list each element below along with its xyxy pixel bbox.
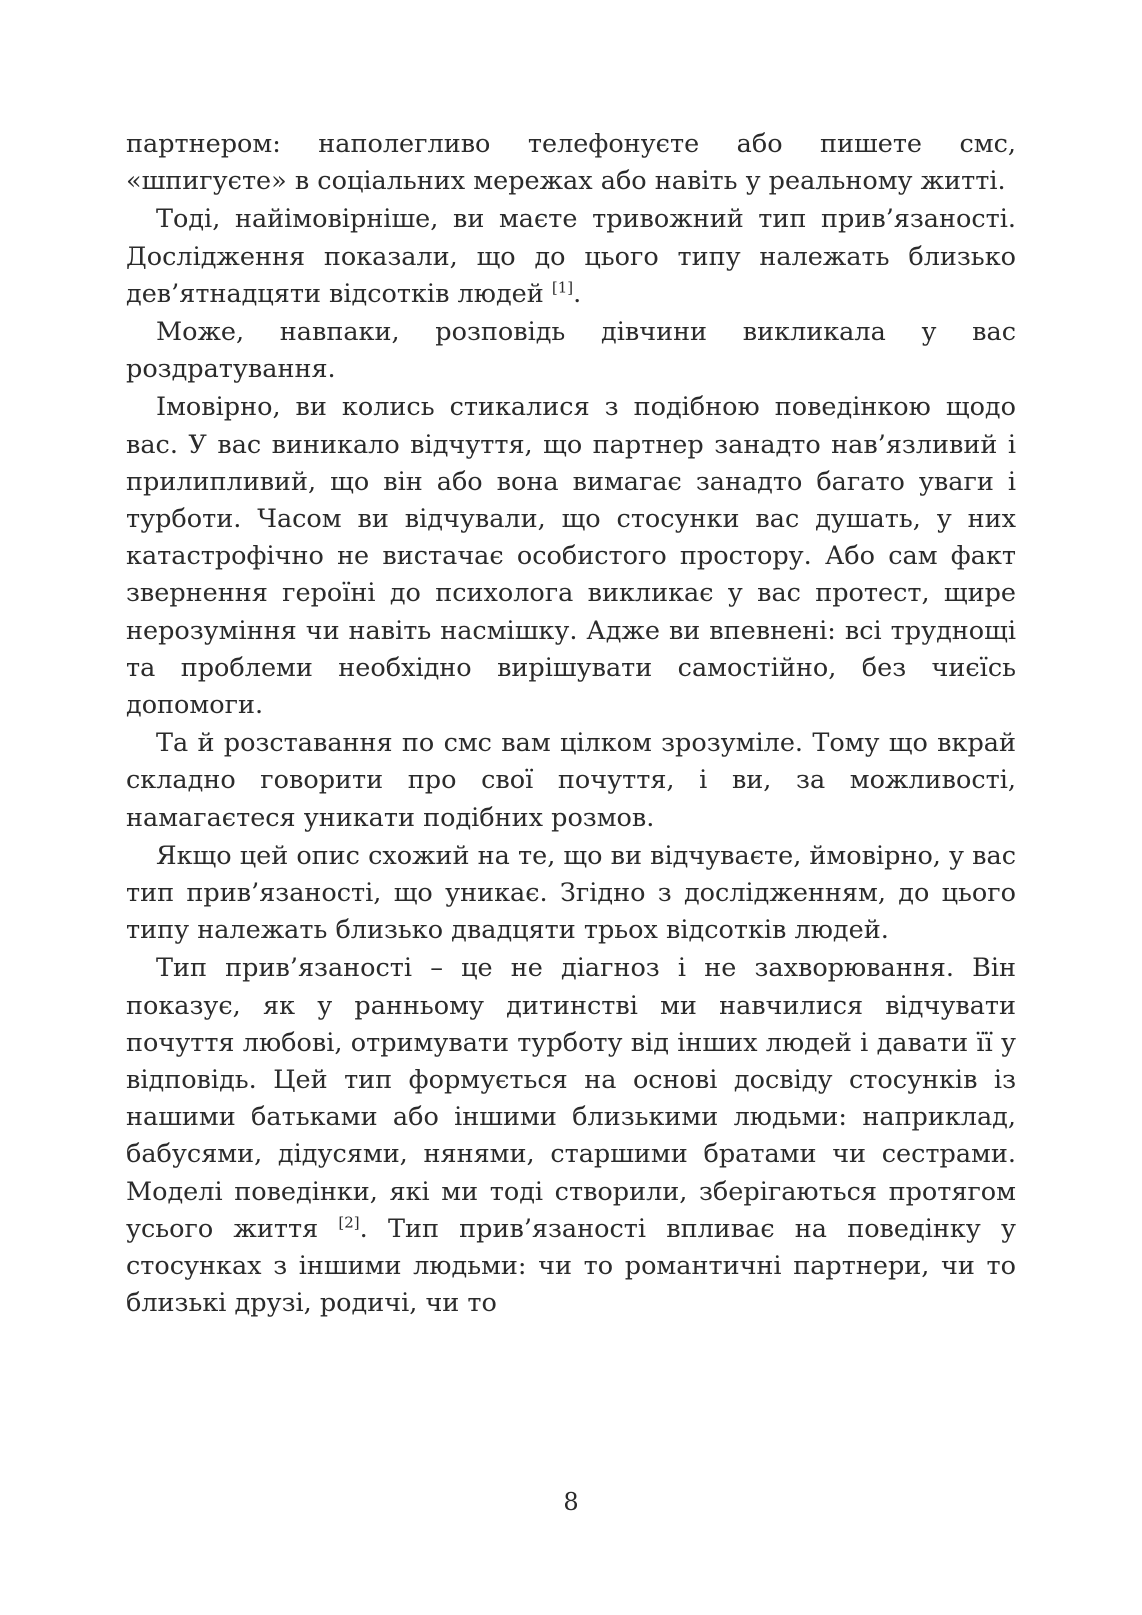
paragraph: Тоді, найімовірніше, ви маєте тривожний тип прив’язаності. Дослідження показали, що до цього типу належать близько дев’ятнадцяти відсотків людей [1].	[126, 204, 1016, 309]
paragraph: Імовірно, ви колись стикалися з подібною поведінкою щодо вас. У вас виникало відчуття, що партнер занадто нав’язливий і прилипливий, що він або вона вимагає занадто багато уваги і турботи. Часом ви відчували, що стосунки вас душать, у них катастрофічно не вистачає особистого простору. Або сам факт звернення героїні до психолога викликає у вас протест, щире нерозуміння чи навіть насмішку. Адже ви впевнені: всі труднощі та проблеми необхідно вирішувати самостійно, без чиєїсь допомоги.	[126, 392, 1016, 721]
paragraph: партнером: наполегливо телефонуєте або пишете смс, «шпигуєте» в соціальних мережах або навіть у реальному житті.	[126, 129, 1016, 197]
footnote-reference: [1]	[551, 278, 574, 297]
paragraph: Та й розставання по смс вам цілком зрозуміле. Тому що вкрай складно говорити про свої почуття, і ви, за можливості, намагаєтеся уникати подібних розмов.	[126, 728, 1016, 833]
footnote-reference: [2]	[338, 1213, 360, 1232]
body-text	[126, 126, 1016, 1324]
page-number: 8	[563, 1488, 579, 1516]
paragraph: Якщо цей опис схожий на те, що ви відчуваєте, ймовірно, у вас тип прив’язаності, що уникає. Згідно з дослідженням, до цього типу належать близько двадцяти трьох відсотків людей.	[126, 840, 1016, 946]
paragraph: Може, навпаки, розповідь дівчини викликала у вас роздратування.	[126, 317, 1016, 385]
paragraph: Тип прив’язаності – це не діагноз і не захворювання. Він показує, як у ранньому дитинстві ми навчилися відчувати почуття любові, отримувати турботу від інших людей і давати її у відповідь. Цей тип формується на основі досвіду стосунків із нашими батьками або іншими близькими людьми: наприклад, бабусями, дідусями, нянями, старшими братами чи сестрами. Моделі поведінки, які ми тоді створили, зберігаються протягом усього життя [2]. Тип прив’язаності впливає на поведінку у стосунках з іншими людьми: чи то романтичні партнери, чи то близькі друзі, родичі, чи то	[126, 953, 1016, 1319]
